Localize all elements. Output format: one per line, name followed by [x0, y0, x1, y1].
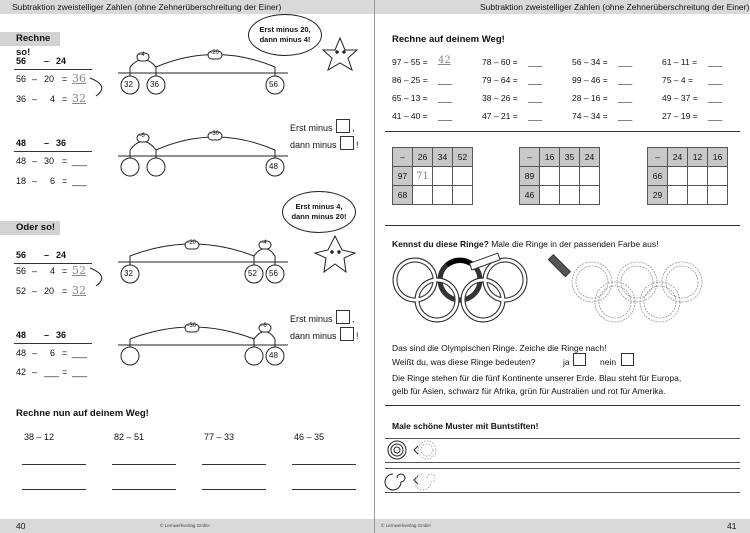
term: = — [62, 94, 68, 104]
term: 20 — [44, 286, 55, 296]
nl-circle — [147, 158, 165, 176]
no-checkbox[interactable] — [621, 353, 634, 366]
table-row-head: 68 — [393, 186, 413, 205]
circle-number: 32 — [124, 80, 133, 89]
rings-text: Male die Ringe in der passenden Farbe aus! — [491, 239, 659, 249]
term: 30 — [44, 156, 55, 166]
answer-box[interactable] — [336, 119, 350, 133]
copyright: © Lernwerkverlag GmbH — [160, 523, 210, 528]
table-head: 16 — [540, 148, 560, 167]
circle-number: 56 — [269, 269, 278, 278]
term: 4 — [50, 94, 56, 104]
term: – — [32, 286, 38, 296]
write-line[interactable] — [202, 489, 266, 490]
jump-label: –6 — [138, 133, 145, 139]
handwritten-answer: 32 — [72, 92, 86, 105]
table-row-head: 29 — [648, 186, 668, 205]
ex-operator: – — [44, 56, 50, 66]
bubble-line: dann minus 20! — [291, 212, 347, 221]
table-head: 12 — [688, 148, 708, 167]
punctuation: , — [352, 314, 355, 324]
circle-number: 48 — [269, 162, 278, 171]
table-op: – — [520, 148, 540, 167]
table-row-head: 66 — [648, 167, 668, 186]
ex-operator: – — [44, 250, 50, 260]
question-text: dann minus — [290, 140, 337, 150]
table-row-head: 46 — [520, 186, 540, 205]
section-title: Rechne auf deinem Weg! — [392, 34, 505, 45]
term: 18 — [16, 176, 27, 186]
own-task: 82 – 51 — [114, 432, 145, 442]
answer-blank[interactable]: ___ — [72, 348, 88, 358]
ex-number: 24 — [56, 250, 67, 260]
table-op: – — [648, 148, 668, 167]
circle-number: 32 — [124, 269, 133, 278]
answer-blank[interactable]: ___ — [438, 75, 453, 85]
table-row-head: 89 — [520, 167, 540, 186]
page-number: 40 — [16, 521, 26, 531]
answer-box[interactable] — [340, 327, 354, 341]
yes-checkbox[interactable] — [573, 353, 586, 366]
term: = — [62, 367, 68, 377]
answer-blank[interactable]: ___ — [438, 93, 453, 103]
jump-label: –20 — [186, 240, 197, 246]
pattern-line — [385, 492, 740, 493]
write-line[interactable] — [112, 464, 176, 465]
handwritten-answer: 36 — [72, 72, 86, 85]
olympic-rings — [375, 0, 750, 533]
answer-blank[interactable]: ___ — [618, 111, 633, 121]
answer-blank[interactable]: ___ — [618, 93, 633, 103]
answer-blank[interactable]: ___ — [72, 367, 88, 377]
pattern-line — [385, 438, 740, 439]
jump-label: –4 — [260, 240, 267, 246]
write-line[interactable] — [112, 489, 176, 490]
term: = — [62, 266, 68, 276]
write-line[interactable] — [292, 489, 356, 490]
answer-blank[interactable]: ___ — [438, 111, 453, 121]
answer-blank[interactable]: ___ — [708, 75, 723, 85]
task-term: 65 – 13 = — [392, 93, 428, 103]
task-term: 27 – 19 = — [662, 111, 698, 121]
term: – — [32, 266, 38, 276]
term: – — [32, 348, 38, 358]
task-term: 49 – 37 = — [662, 93, 698, 103]
task-term: 74 – 34 = — [572, 111, 608, 121]
answer-blank[interactable]: ___ — [618, 75, 633, 85]
ex-number: 36 — [56, 138, 67, 148]
page-number: 41 — [727, 521, 737, 531]
term: 6 — [50, 176, 56, 186]
ex-operator: – — [44, 138, 50, 148]
star-mascot-icon — [323, 38, 357, 70]
task-term: 41 – 40 = — [392, 111, 428, 121]
section-title: Rechne nun auf deinem Weg! — [16, 408, 149, 419]
section-tab-oder-so: Oder so! — [0, 221, 60, 235]
ex-number: 56 — [16, 250, 27, 260]
term: – — [32, 367, 38, 377]
jump-label: –30 — [209, 131, 220, 137]
task-term: 61 – 11 = — [662, 57, 698, 67]
nl-circle — [121, 158, 139, 176]
task-term: 28 – 16 = — [572, 93, 608, 103]
term: 52 — [16, 286, 27, 296]
answer-blank[interactable]: ___ — [72, 176, 88, 186]
ex-number: 48 — [16, 138, 27, 148]
term: = — [62, 176, 68, 186]
page-footer — [375, 519, 750, 533]
answer-blank[interactable]: ___ — [528, 111, 543, 121]
bubble-line: Erst minus 4, — [295, 202, 343, 211]
jump-label: –4 — [138, 52, 145, 58]
ex-number: 36 — [56, 330, 67, 340]
table-head: 52 — [453, 148, 473, 167]
table-cell[interactable]: 71 — [413, 167, 433, 186]
term: 56 — [16, 266, 27, 276]
olympic-text: Das sind die Olympischen Ringe. Zeiche die Ringe nach! — [392, 343, 607, 353]
answer-blank[interactable]: ___ — [708, 57, 723, 67]
ex-number: 24 — [56, 56, 67, 66]
circle-number: 52 — [248, 269, 257, 278]
task-term: 97 – 55 = — [392, 57, 428, 67]
bubble-line: Erst minus 20, — [259, 25, 311, 34]
term: – — [32, 156, 38, 166]
task-term: 38 – 26 = — [482, 93, 518, 103]
answer-blank[interactable]: ___ — [708, 111, 723, 121]
ex-operator: – — [44, 330, 50, 340]
jump-label: –30 — [186, 323, 197, 329]
section-tab-rechne-so: Rechne so! — [0, 32, 60, 46]
info-line: gelb für Asien, schwarz für Afrika, grün für Australien und rot für Amerika. — [392, 386, 666, 396]
answer-box[interactable] — [340, 136, 354, 150]
right-page — [375, 0, 750, 533]
answer-box[interactable] — [336, 310, 350, 324]
circle-number: 48 — [269, 351, 278, 360]
info-line: Die Ringe stehen für die fünf Kontinente unserer Erde. Blau steht für Europa, — [392, 373, 682, 383]
own-task: 46 – 35 — [294, 432, 325, 442]
punctuation: ! — [356, 140, 359, 150]
term: 20 — [44, 74, 55, 84]
task-term: 75 – 4 = — [662, 75, 693, 85]
page-header: Subtraktion zweistelliger Zahlen (ohne Zehnerüberschreitung der Einer) — [375, 0, 750, 14]
spiral-pattern-icon — [385, 441, 418, 490]
nl-circle — [121, 347, 139, 365]
own-task: 77 – 33 — [204, 432, 235, 442]
divider — [385, 405, 740, 406]
no-label: nein — [600, 357, 617, 367]
answer-blank[interactable]: ___ — [618, 57, 633, 67]
table-op: – — [393, 148, 413, 167]
answer-blank[interactable]: ___ — [528, 93, 543, 103]
punctuation: , — [352, 123, 355, 133]
speech-bubble — [282, 191, 356, 233]
write-line[interactable] — [22, 464, 86, 465]
table-head: 34 — [433, 148, 453, 167]
write-line[interactable] — [22, 489, 86, 490]
write-line[interactable] — [292, 464, 356, 465]
term: – — [32, 94, 38, 104]
term: – — [32, 176, 38, 186]
task-term: 86 – 25 = — [392, 75, 428, 85]
handwritten-answer: 52 — [72, 264, 86, 277]
handwritten-answer: 32 — [72, 284, 86, 297]
task-term: 47 – 21 = — [482, 111, 518, 121]
spiral-trace-icon — [415, 441, 436, 490]
own-task: 38 – 12 — [24, 432, 55, 442]
answer-blank[interactable]: ___ — [44, 367, 60, 377]
section-title: Male schöne Muster mit Buntstiften! — [392, 421, 539, 431]
handwritten-answer[interactable]: 42 — [438, 55, 451, 66]
table-head: 24 — [668, 148, 688, 167]
term: 48 — [16, 348, 27, 358]
pattern-line — [385, 468, 740, 469]
term: = — [62, 74, 68, 84]
jump-label: –20 — [209, 50, 220, 56]
bubble-line: dann minus 4! — [259, 35, 311, 44]
term: 4 — [50, 266, 56, 276]
table-head: 24 — [580, 148, 600, 167]
table-head: 35 — [560, 148, 580, 167]
copyright: © Lernwerkverlag GmbH — [381, 523, 431, 528]
pattern-line — [385, 462, 740, 463]
answer-blank[interactable]: ___ — [72, 156, 88, 166]
term: = — [62, 348, 68, 358]
jump-label: –6 — [260, 323, 267, 329]
rings-title: Kennst du diese Ringe? — [392, 239, 489, 249]
term: = — [62, 286, 68, 296]
task-term: 56 – 34 = — [572, 57, 608, 67]
page-footer — [0, 519, 374, 533]
term: = — [62, 156, 68, 166]
page-header: Subtraktion zweistelliger Zahlen (ohne Zehnerüberschreitung der Einer) — [0, 0, 374, 14]
term: – — [32, 74, 38, 84]
answer-blank[interactable]: ___ — [708, 93, 723, 103]
term: 6 — [50, 348, 56, 358]
term: 56 — [16, 74, 27, 84]
table-row-head: 97 — [393, 167, 413, 186]
ex-number: 56 — [16, 56, 27, 66]
write-line[interactable] — [202, 464, 266, 465]
term: 48 — [16, 156, 27, 166]
circle-number: 36 — [150, 80, 159, 89]
task-term: 79 – 64 = — [482, 75, 518, 85]
olympic-rings-outline-icon — [572, 262, 702, 322]
circle-number: 56 — [269, 80, 278, 89]
question-text: Erst minus — [290, 314, 333, 324]
answer-blank[interactable]: ___ — [528, 75, 543, 85]
olympic-rings-icon — [395, 260, 525, 320]
question-text: Erst minus — [290, 123, 333, 133]
nl-circle — [245, 347, 263, 365]
table-head: 16 — [708, 148, 728, 167]
paper-figure-icon — [315, 236, 355, 272]
term: 42 — [16, 367, 27, 377]
punctuation: ! — [356, 331, 359, 341]
ex-number: 48 — [16, 330, 27, 340]
answer-blank[interactable]: ___ — [528, 57, 543, 67]
table-head: 26 — [413, 148, 433, 167]
task-term: 78 – 60 = — [482, 57, 518, 67]
olympic-question: Weißt du, was diese Ringe bedeuten? — [392, 357, 536, 367]
question-text: dann minus — [290, 331, 337, 341]
term: 36 — [16, 94, 27, 104]
speech-bubble — [248, 14, 322, 56]
yes-label: ja — [563, 357, 570, 367]
task-term: 99 – 46 = — [572, 75, 608, 85]
